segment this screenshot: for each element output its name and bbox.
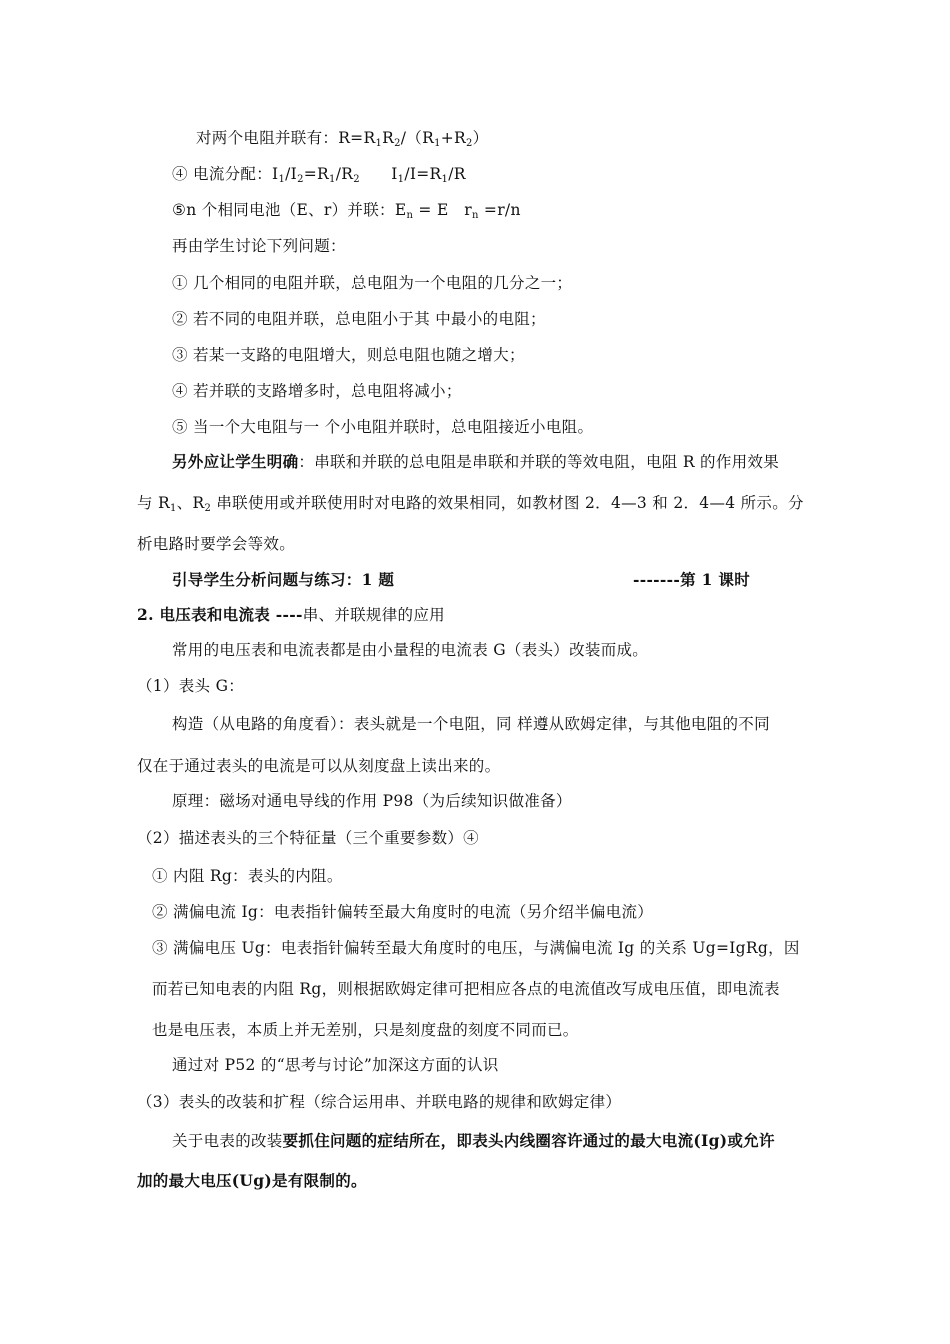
formula-parallel-resistors: 对两个电阻并联有：$R=R_1R_2/(R_1+R_2)$ (196, 129, 489, 149)
parameter-full-scale-voltage-line-1: ③ 满偏电压 Ug：电表指针偏转至最大角度时的电压，与满偏电流 Ig 的关系 Ug=IgRg，因 (152, 939, 800, 957)
lesson-marker: -------第 1 课时 (632, 570, 750, 589)
subheading-meter-head: （1）表头 G： (137, 677, 245, 695)
section-2-heading: 2. 电压表和电流表 ----串、并联规律的应用 (137, 605, 445, 624)
think-discuss-text: 通过对 P52 的“思考与讨论”加深这方面的认识 (172, 1056, 499, 1074)
principle-text: 原理：磁场对通电导线的作用 P98（为后续知识做准备） (172, 792, 572, 810)
parameter-full-scale-voltage-line-2: 而若已知电表的内阻 Rg，则根据欧姆定律可把相应各点的电流值改写成电压值，即电流表 (152, 980, 780, 998)
discussion-item-3: ③ 若某一支路的电阻增大，则总电阻也随之增大； (172, 346, 525, 364)
parameter-full-scale-current: ② 满偏电流 Ig：电表指针偏转至最大角度时的电流（另介绍半偏电流） (152, 903, 654, 921)
structure-text-line-2: 仅在于通过表头的电流是可以从刻度盘上读出来的。 (137, 757, 501, 775)
discussion-intro: 再由学生讨论下列问题： (172, 237, 346, 255)
discussion-item-4: ④ 若并联的支路增多时，总电阻将减小； (172, 382, 462, 400)
key-point-line-2: 加的最大电压(Ug)是有限制的。 (137, 1171, 367, 1190)
discussion-item-2: ② 若不同的电阻并联，总电阻小于其 中最小的电阻； (172, 310, 546, 328)
common-meters-text: 常用的电压表和电流表都是由小量程的电流表 G（表头）改装而成。 (172, 641, 649, 659)
discussion-item-1: ① 几个相同的电阻并联，总电阻为一个电阻的几分之一； (172, 274, 573, 292)
formula-current-division: ④ 电流分配：$I_1/I_2=R_1/R_2$ $I_1/I=R_1/R$ (172, 165, 466, 185)
structure-text-line-1: 构造（从电路的角度看）：表头就是一个电阻，同 样遵从欧姆定律，与其他电阻的不同 (172, 715, 770, 733)
clarify-paragraph-line-1: 另外应让学生明确：串联和并联的总电阻是串联和并联的等效电阻，电阻 R 的作用效果 (172, 452, 780, 471)
subheading-parameters: （2）描述表头的三个特征量（三个重要参数）④ (137, 829, 479, 847)
subheading-conversion: （3）表头的改装和扩程（综合运用串、并联电路的规律和欧姆定律） (137, 1093, 622, 1111)
key-point-line-1: 关于电表的改装要抓住问题的症结所在，即表头内线圈容许通过的最大电流(Ig)或允许 (172, 1131, 775, 1150)
discussion-item-5: ⑤ 当一个大电阻与一 个小电阻并联时，总电阻接近小电阻。 (172, 418, 594, 436)
parameter-full-scale-voltage-line-3: 也是电压表，本质上并无差别，只是刻度盘的刻度不同而已。 (152, 1021, 579, 1039)
exercise-instruction: 引导学生分析问题与练习：1 题 (172, 570, 395, 589)
clarify-paragraph-line-2: 与 $R_1$、$R_2$ 串联使用或并联使用时对电路的效果相同，如教材图 2．4—3 和 2．4—4 所示。分 (137, 494, 804, 514)
exercise-line (172, 570, 750, 590)
formula-battery-parallel: ⑤n 个相同电池（E、r）并联：$E_n = E$ $r_n =r/n$ (172, 201, 521, 221)
clarify-paragraph-line-3: 析电路时要学会等效。 (137, 535, 296, 553)
parameter-internal-resistance: ① 内阻 Rg：表头的内阻。 (152, 867, 343, 885)
